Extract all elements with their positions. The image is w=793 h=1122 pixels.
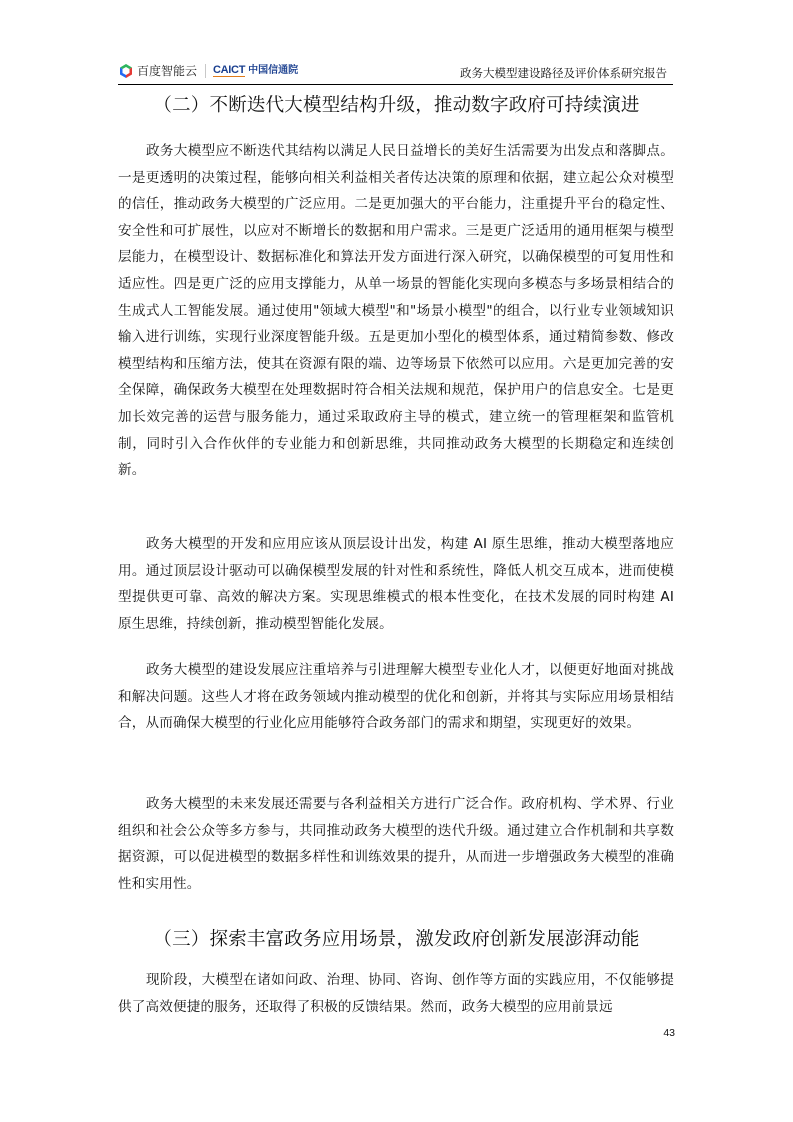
paragraph: 政务大模型的开发和应用应该从顶层设计出发，构建 AI 原生思维，推动大模型落地应用。通过顶层设计驱动可以确保模型发展的针对性和系统性，降低人机交互成本，进而使模型提供更可靠、高效的解决方案。实现思维模式的根本性变化，在技术发展的同时构建 AI 原生思维，持续创新，推动模型智能化发展。	[118, 536, 674, 632]
section-heading-3: （三）探索丰富政务应用场景，激发政府创新发展澎湃动能	[153, 929, 640, 950]
page-header	[118, 60, 673, 85]
caict-logo-text: CAICT	[213, 64, 246, 76]
page-number: 43	[663, 1027, 675, 1039]
paragraph: 政务大模型的未来发展还需要与各利益相关方进行广泛合作。政府机构、学术界、行业组织和社会公众等多方参与，共同推动政务大模型的迭代升级。通过建立合作机制和共享数据资源，可以促进模型的数据多样性和训练效果的提升，从而进一步增强政务大模型的准确性和实用性。	[118, 796, 674, 892]
paragraph: 政务大模型的建设发展应注重培养与引进理解大模型专业化人才，以便更好地面对挑战和解决问题。这些人才将在政务领域内推动模型的优化和创新，并将其与实际应用场景相结合，从而确保大模型的行业化应用能够符合政务部门的需求和期望，实现更好的效果。	[118, 662, 674, 732]
baidu-logo-text: 百度智能云	[137, 64, 198, 78]
logo-group	[118, 62, 298, 80]
baidu-cloud-logo-icon	[118, 63, 134, 79]
paragraph: 现阶段，大模型在诸如问政、治理、协同、咨询、创作等方面的实践应用，不仅能够提供了高效便捷的服务，还取得了积极的反馈结果。然而，政务大模型的应用前景远	[118, 972, 674, 1015]
logo-divider	[205, 64, 206, 78]
caict-cn-logo-text: 中国信通院	[248, 65, 299, 76]
paragraph: 政务大模型应不断迭代其结构以满足人民日益增长的美好生活需要为出发点和落脚点。一是更透明的决策过程，能够向相关利益相关者传达决策的原理和依据，建立起公众对模型的信任，推动政务大模型的广泛应用。二是更加强大的平台能力，注重提升平台的稳定性、安全性和可扩展性，以应对不断增长的数据和用户需求。三是更广泛适用的通用框架与模型层能力，在模型设计、数据标准化和算法开发方面进行深入研究，以确保模型的可复用性和适应性。四是更广泛的应用支撑能力，从单一场景的智能化实现向多模态与多场景相结合的生成式人工智能发展。通过使用"领域大模型"和"场景小模型"的组合，以行业专业领域知识输入进行训练，实现行业深度智能升级。五是更加小型化的模型体系，通过精简参数、修改模型结构和压缩方法，使其在资源有限的端、边等场景下依然可以应用。六是更加完善的安全保障，确保政务大模型在处理数据时符合相关法规和规范，保护用户的信息安全。七是更加长效完善的运营与服务能力，通过采取政府主导的模式，建立统一的管理框架和监管机制，同时引入合作伙伴的专业能力和创新思维，共同推动政务大模型的长期稳定和连续创新。	[118, 143, 674, 479]
section-heading-2: （二）不断迭代大模型结构升级，推动数字政府可持续演进	[153, 95, 640, 116]
report-title: 政务大模型建设路径及评价体系研究报告	[460, 66, 667, 80]
